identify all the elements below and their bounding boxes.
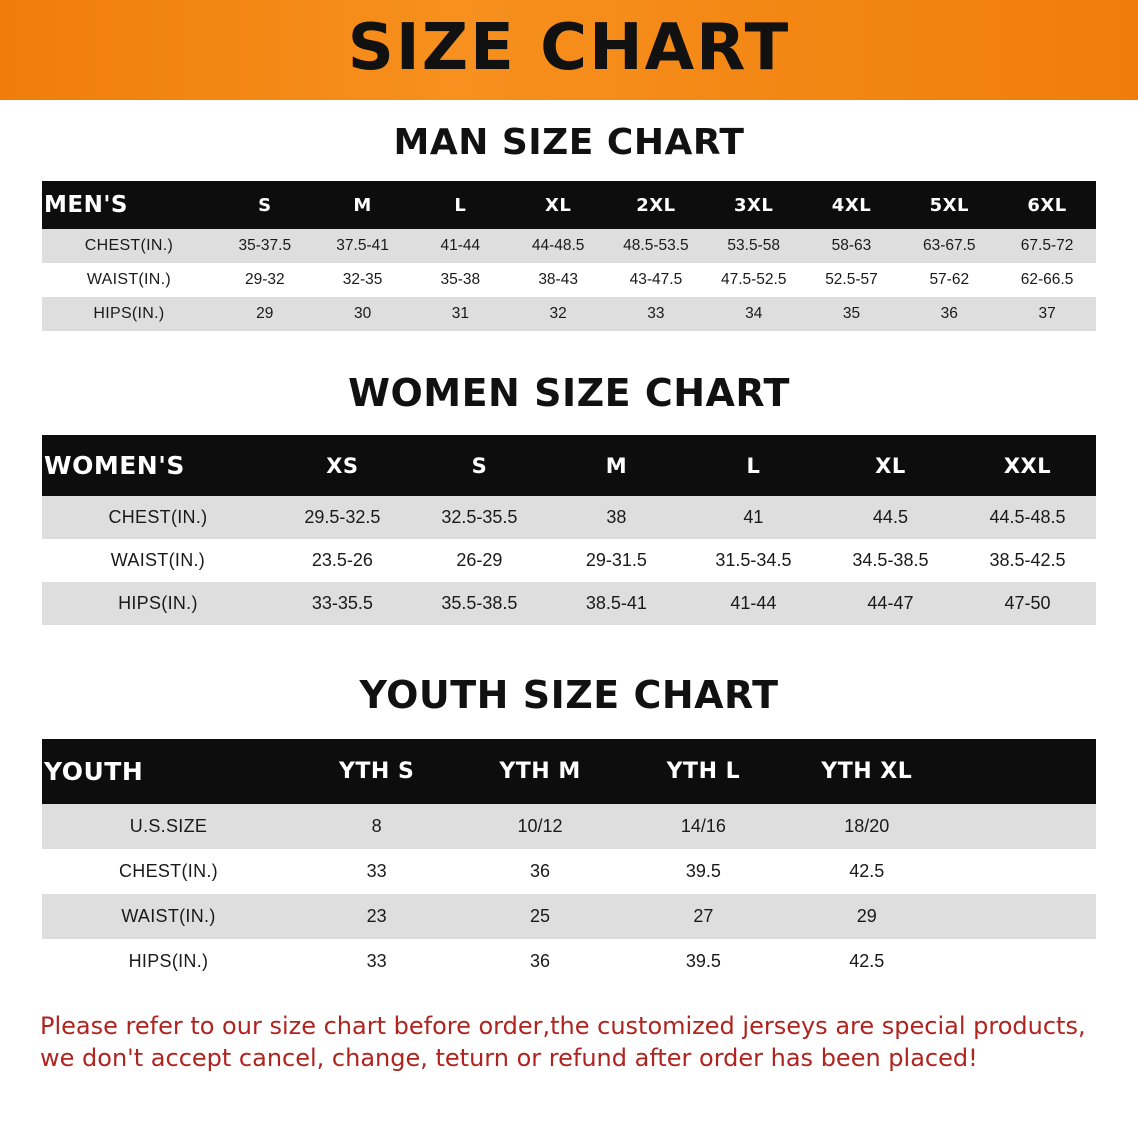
- man-cell-0-8: 67.5-72: [998, 229, 1096, 263]
- youth-cell-3-3: 42.5: [785, 939, 948, 984]
- man-header-cell-3: L: [411, 181, 509, 229]
- man-cell-1-5: 47.5-52.5: [705, 263, 803, 297]
- women-header-cell-6: XXL: [959, 435, 1096, 496]
- youth-header-cell-0: YOUTH: [42, 739, 295, 804]
- man-cell-0-7: 63-67.5: [900, 229, 998, 263]
- youth-spacer-2: [948, 894, 1096, 939]
- youth-row-1-label: CHEST(IN.): [42, 849, 295, 894]
- disclaimer-note: [40, 1010, 1098, 1075]
- youth-cell-3-2: 39.5: [622, 939, 785, 984]
- youth-section-heading: YOUTH SIZE CHART: [359, 673, 779, 717]
- table-row: [42, 894, 1096, 939]
- women-header-cell-0: WOMEN'S: [42, 435, 274, 496]
- women-row-2-label: HIPS(IN.): [42, 582, 274, 625]
- youth-cell-1-2: 39.5: [622, 849, 785, 894]
- table-row: [42, 939, 1096, 984]
- table-row: [42, 496, 1096, 539]
- youth-cell-3-1: 36: [458, 939, 621, 984]
- women-header-cell-4: L: [685, 435, 822, 496]
- youth-header-cell-2: YTH M: [458, 739, 621, 804]
- women-cell-2-1: 35.5-38.5: [411, 582, 548, 625]
- women-section-heading: WOMEN SIZE CHART: [348, 371, 790, 415]
- table-row: [42, 804, 1096, 849]
- youth-cell-1-0: 33: [295, 849, 458, 894]
- women-cell-0-2: 38: [548, 496, 685, 539]
- table-row: [42, 229, 1096, 263]
- man-cell-0-3: 44-48.5: [509, 229, 607, 263]
- page-banner: [0, 0, 1138, 100]
- women-cell-0-3: 41: [685, 496, 822, 539]
- man-header-cell-2: M: [314, 181, 412, 229]
- youth-cell-2-1: 25: [458, 894, 621, 939]
- women-header-cell-1: XS: [274, 435, 411, 496]
- women-cell-1-4: 34.5-38.5: [822, 539, 959, 582]
- man-section-heading: MAN SIZE CHART: [393, 122, 745, 163]
- women-cell-2-0: 33-35.5: [274, 582, 411, 625]
- youth-cell-0-1: 10/12: [458, 804, 621, 849]
- youth-header-cell-4: YTH XL: [785, 739, 948, 804]
- youth-table-body: [42, 804, 1096, 984]
- youth-cell-0-2: 14/16: [622, 804, 785, 849]
- page-title: SIZE CHART: [347, 11, 791, 85]
- man-size-table: [42, 181, 1096, 331]
- man-cell-1-8: 62-66.5: [998, 263, 1096, 297]
- table-row: [42, 263, 1096, 297]
- women-cell-2-3: 41-44: [685, 582, 822, 625]
- man-table-head: [42, 181, 1096, 229]
- women-header-cell-5: XL: [822, 435, 959, 496]
- man-cell-0-6: 58-63: [803, 229, 901, 263]
- table-row: [42, 539, 1096, 582]
- women-row-0-label: CHEST(IN.): [42, 496, 274, 539]
- man-cell-2-1: 30: [314, 297, 412, 331]
- women-table-head: [42, 435, 1096, 496]
- man-header-cell-9: 6XL: [998, 181, 1096, 229]
- table-row: [42, 297, 1096, 331]
- man-cell-0-1: 37.5-41: [314, 229, 412, 263]
- man-cell-2-2: 31: [411, 297, 509, 331]
- man-cell-2-5: 34: [705, 297, 803, 331]
- man-header-cell-8: 5XL: [900, 181, 998, 229]
- man-cell-1-6: 52.5-57: [803, 263, 901, 297]
- table-header-row: [42, 435, 1096, 496]
- table-row: [42, 582, 1096, 625]
- women-header-cell-3: M: [548, 435, 685, 496]
- man-table-wrap: [42, 181, 1096, 331]
- disclaimer-line-1: Please refer to our size chart before order,the customized jerseys are special products,: [40, 1012, 1086, 1040]
- youth-row-2-label: WAIST(IN.): [42, 894, 295, 939]
- women-table-body: [42, 496, 1096, 625]
- man-header-cell-6: 3XL: [705, 181, 803, 229]
- man-cell-0-2: 41-44: [411, 229, 509, 263]
- youth-cell-0-0: 8: [295, 804, 458, 849]
- youth-cell-1-1: 36: [458, 849, 621, 894]
- man-cell-1-0: 29-32: [216, 263, 314, 297]
- women-cell-1-2: 29-31.5: [548, 539, 685, 582]
- women-cell-2-5: 47-50: [959, 582, 1096, 625]
- youth-cell-2-0: 23: [295, 894, 458, 939]
- youth-cell-2-3: 29: [785, 894, 948, 939]
- women-header-cell-2: S: [411, 435, 548, 496]
- youth-table-head: [42, 739, 1096, 804]
- man-header-cell-4: XL: [509, 181, 607, 229]
- women-cell-0-4: 44.5: [822, 496, 959, 539]
- women-cell-0-1: 32.5-35.5: [411, 496, 548, 539]
- table-header-row: [42, 181, 1096, 229]
- women-cell-1-1: 26-29: [411, 539, 548, 582]
- man-header-cell-0: MEN'S: [42, 181, 216, 229]
- man-cell-0-0: 35-37.5: [216, 229, 314, 263]
- disclaimer-line-2: we don't accept cancel, change, teturn or refund after order has been placed!: [40, 1044, 978, 1073]
- man-cell-0-5: 53.5-58: [705, 229, 803, 263]
- youth-table-wrap: [42, 739, 1096, 984]
- man-header-cell-7: 4XL: [803, 181, 901, 229]
- man-cell-2-6: 35: [803, 297, 901, 331]
- youth-header-cell-3: YTH L: [622, 739, 785, 804]
- youth-cell-3-0: 33: [295, 939, 458, 984]
- man-cell-2-3: 32: [509, 297, 607, 331]
- man-row-2-label: HIPS(IN.): [42, 297, 216, 331]
- man-cell-1-2: 35-38: [411, 263, 509, 297]
- women-row-1-label: WAIST(IN.): [42, 539, 274, 582]
- women-cell-2-4: 44-47: [822, 582, 959, 625]
- table-header-row: [42, 739, 1096, 804]
- man-table-body: [42, 229, 1096, 331]
- youth-row-0-label: U.S.SIZE: [42, 804, 295, 849]
- women-cell-1-0: 23.5-26: [274, 539, 411, 582]
- man-cell-2-7: 36: [900, 297, 998, 331]
- women-size-table: [42, 435, 1096, 625]
- man-cell-1-1: 32-35: [314, 263, 412, 297]
- women-cell-1-3: 31.5-34.5: [685, 539, 822, 582]
- man-cell-2-8: 37: [998, 297, 1096, 331]
- man-row-0-label: CHEST(IN.): [42, 229, 216, 263]
- youth-cell-2-2: 27: [622, 894, 785, 939]
- youth-size-table: [42, 739, 1096, 984]
- man-header-cell-1: S: [216, 181, 314, 229]
- youth-header-spacer: [948, 739, 1096, 804]
- man-cell-2-4: 33: [607, 297, 705, 331]
- youth-spacer-0: [948, 804, 1096, 849]
- women-cell-0-5: 44.5-48.5: [959, 496, 1096, 539]
- man-row-1-label: WAIST(IN.): [42, 263, 216, 297]
- youth-row-3-label: HIPS(IN.): [42, 939, 295, 984]
- man-cell-2-0: 29: [216, 297, 314, 331]
- women-cell-0-0: 29.5-32.5: [274, 496, 411, 539]
- man-cell-1-3: 38-43: [509, 263, 607, 297]
- man-header-cell-5: 2XL: [607, 181, 705, 229]
- women-table-wrap: [42, 435, 1096, 625]
- youth-header-cell-1: YTH S: [295, 739, 458, 804]
- women-cell-1-5: 38.5-42.5: [959, 539, 1096, 582]
- man-cell-0-4: 48.5-53.5: [607, 229, 705, 263]
- man-cell-1-7: 57-62: [900, 263, 998, 297]
- youth-spacer-1: [948, 849, 1096, 894]
- youth-cell-0-3: 18/20: [785, 804, 948, 849]
- youth-cell-1-3: 42.5: [785, 849, 948, 894]
- women-cell-2-2: 38.5-41: [548, 582, 685, 625]
- man-cell-1-4: 43-47.5: [607, 263, 705, 297]
- table-row: [42, 849, 1096, 894]
- youth-spacer-3: [948, 939, 1096, 984]
